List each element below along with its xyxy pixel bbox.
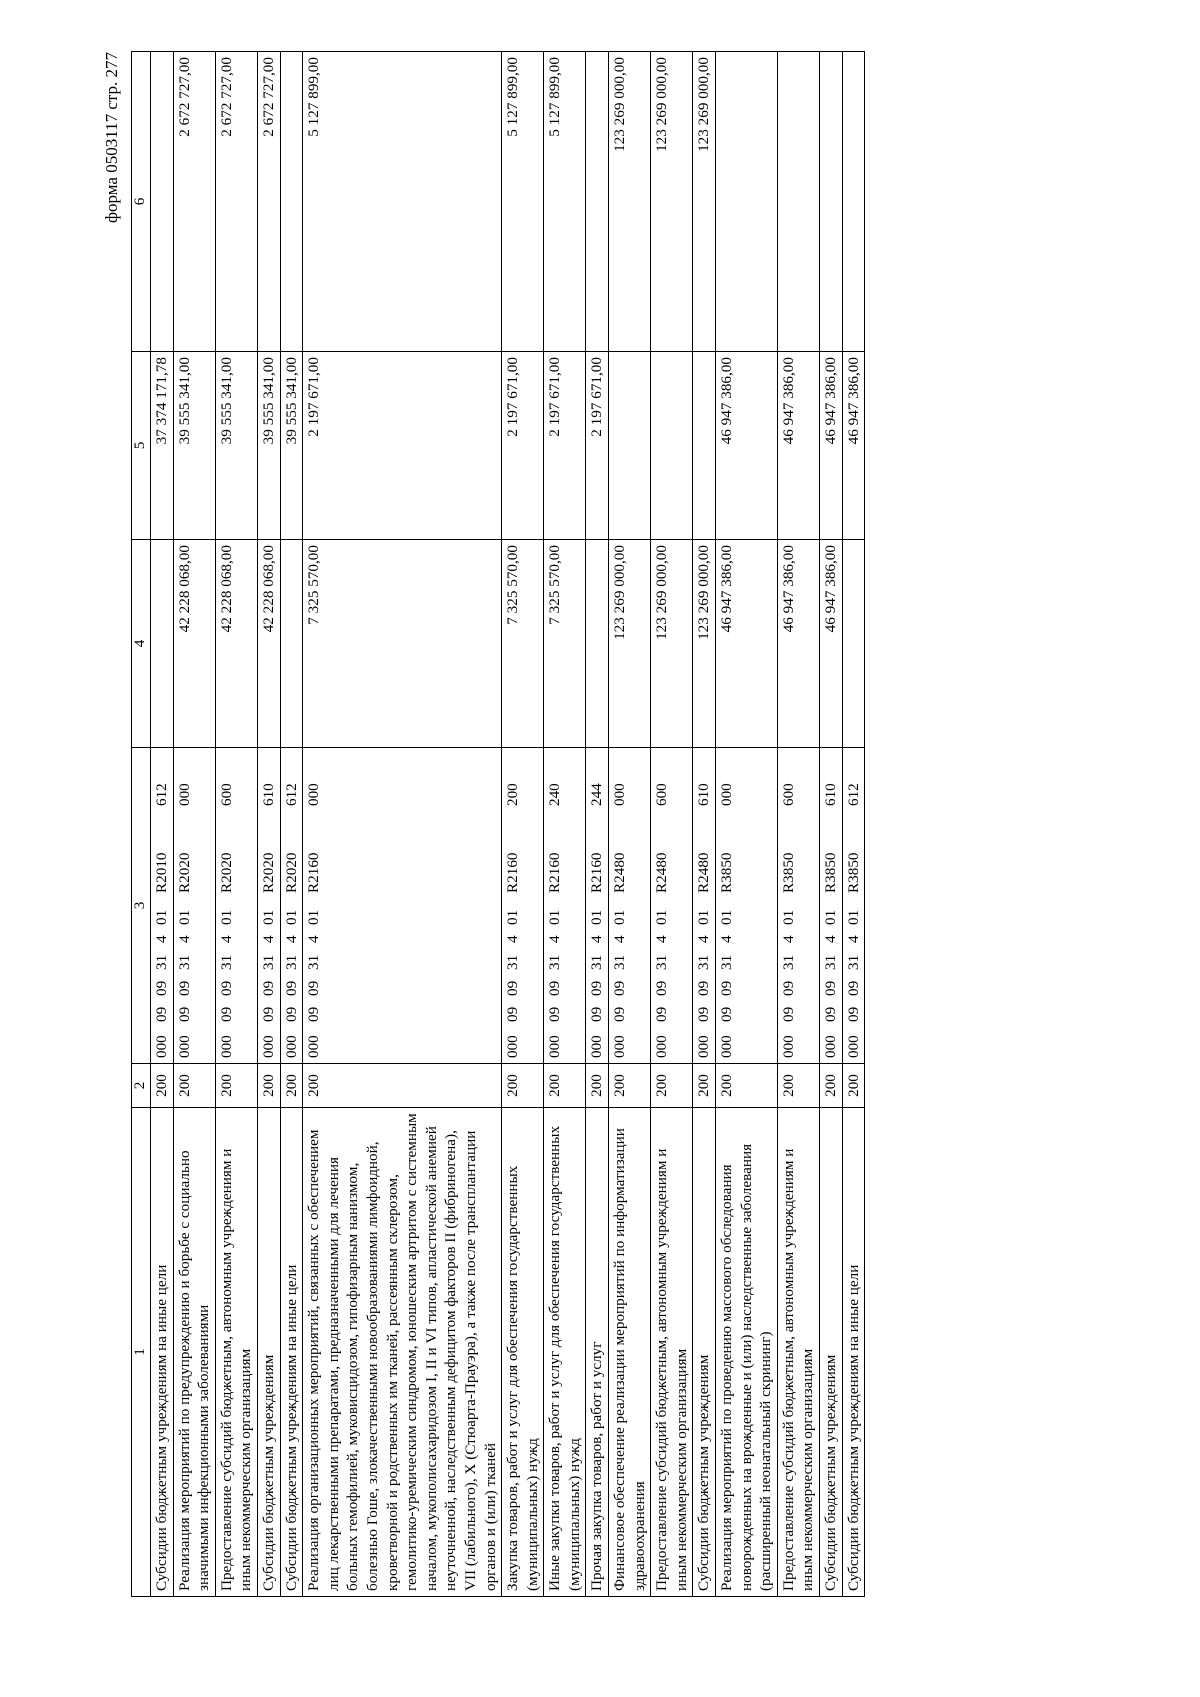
row-unexecuted-amount: 5 127 899,00 bbox=[502, 52, 544, 352]
row-approved-amount: 7 325 570,00 bbox=[502, 540, 544, 748]
budget-code-segment: R2160 bbox=[504, 852, 522, 893]
budget-code-segment: 09 bbox=[779, 1006, 797, 1022]
table-row bbox=[651, 52, 693, 1597]
budget-code-segments bbox=[844, 753, 864, 1058]
budget-code-segment: 01 bbox=[588, 909, 606, 925]
budget-code-segment: 4 bbox=[611, 935, 629, 943]
row-approved-amount: 123 269 000,00 bbox=[609, 540, 651, 748]
table-row bbox=[716, 52, 778, 1597]
table-row bbox=[280, 52, 303, 1597]
budget-code-segment: 01 bbox=[653, 909, 671, 925]
budget-code-segment: 4 bbox=[844, 935, 862, 943]
budget-code-segment: 09 bbox=[305, 980, 323, 996]
row-unexecuted-amount bbox=[586, 52, 609, 352]
budget-code-segments bbox=[652, 753, 672, 1058]
row-name: Предоставление субсидий бюджетным, автономным учреждениям и иным некоммерческим организациям bbox=[777, 1108, 819, 1597]
table-row bbox=[777, 52, 819, 1597]
row-line-code: 200 bbox=[151, 1064, 174, 1108]
budget-code-segment: 612 bbox=[282, 783, 300, 806]
row-unexecuted-amount bbox=[280, 52, 303, 352]
row-line-code: 200 bbox=[215, 1064, 257, 1108]
budget-code-segment: 4 bbox=[695, 935, 713, 943]
budget-code-segment: 09 bbox=[718, 980, 736, 996]
row-name: Прочая закупка товаров, работ и услуг bbox=[586, 1108, 609, 1597]
budget-code-segments bbox=[152, 753, 172, 1058]
budget-code-segment: 01 bbox=[217, 909, 235, 925]
budget-code-segment: 01 bbox=[695, 909, 713, 925]
budget-code-segment: 31 bbox=[546, 954, 564, 970]
budget-code-segment: 600 bbox=[779, 783, 797, 806]
row-unexecuted-amount: 123 269 000,00 bbox=[651, 52, 693, 352]
budget-code-segment: 000 bbox=[822, 1035, 839, 1058]
budget-code-segment: 000 bbox=[504, 1035, 522, 1058]
budget-code-segment: R2160 bbox=[305, 852, 323, 893]
budget-code-segment: 000 bbox=[718, 1035, 736, 1058]
budget-code-segment: 000 bbox=[588, 1035, 606, 1058]
budget-code-segment: 31 bbox=[504, 954, 522, 970]
row-unexecuted-amount: 5 127 899,00 bbox=[303, 52, 502, 352]
row-executed-amount: 39 555 341,00 bbox=[257, 352, 280, 540]
budget-code-segment: 01 bbox=[611, 909, 629, 925]
row-budget-code bbox=[280, 748, 303, 1064]
budget-code-segment: 610 bbox=[695, 783, 713, 806]
budget-code-segments bbox=[779, 753, 799, 1058]
budget-code-segment: 01 bbox=[822, 909, 839, 925]
row-executed-amount: 39 555 341,00 bbox=[280, 352, 303, 540]
budget-code-segment: 31 bbox=[153, 954, 170, 970]
budget-code-segment: 000 bbox=[546, 1035, 564, 1058]
budget-code-segment: 600 bbox=[217, 783, 235, 806]
table-row bbox=[609, 52, 651, 1597]
budget-code-segment: 01 bbox=[153, 909, 170, 925]
table-row bbox=[257, 52, 280, 1597]
budget-code-segment: R3850 bbox=[779, 852, 797, 893]
row-name: Субсидии бюджетным учреждениям bbox=[693, 1108, 716, 1597]
budget-code-segments bbox=[282, 753, 302, 1058]
budget-code-segment: 31 bbox=[844, 954, 862, 970]
row-budget-code bbox=[173, 748, 215, 1064]
row-approved-amount: 42 228 068,00 bbox=[215, 540, 257, 748]
budget-code-segments bbox=[259, 753, 279, 1058]
row-line-code: 200 bbox=[544, 1064, 586, 1108]
budget-code-segment: 000 bbox=[653, 1035, 671, 1058]
budget-code-segment: 200 bbox=[504, 783, 522, 806]
budget-code-segment: 31 bbox=[588, 954, 606, 970]
budget-code-segment: 09 bbox=[504, 980, 522, 996]
budget-code-segment: 09 bbox=[611, 980, 629, 996]
table-body bbox=[151, 52, 865, 1597]
budget-code-segment: R2020 bbox=[217, 852, 235, 893]
row-executed-amount: 2 197 671,00 bbox=[586, 352, 609, 540]
row-name: Предоставление субсидий бюджетным, автономным учреждениям и иным некоммерческим организациям bbox=[651, 1108, 693, 1597]
budget-code-segment: 09 bbox=[259, 980, 277, 996]
budget-code-segment: 4 bbox=[305, 935, 323, 943]
row-name: Субсидии бюджетным учреждениям bbox=[257, 1108, 280, 1597]
table-row bbox=[820, 52, 843, 1597]
budget-code-segment: 000 bbox=[153, 1035, 170, 1058]
budget-code-segment: 01 bbox=[282, 909, 300, 925]
budget-code-segments bbox=[304, 753, 324, 1058]
budget-code-segment: 240 bbox=[546, 783, 564, 806]
budget-code-segments bbox=[717, 753, 737, 1058]
budget-code-segment: 09 bbox=[822, 1006, 839, 1022]
budget-code-segment: 09 bbox=[175, 980, 193, 996]
budget-code-segments bbox=[587, 753, 607, 1058]
budget-code-segment: 000 bbox=[217, 1035, 235, 1058]
row-unexecuted-amount: 2 672 727,00 bbox=[173, 52, 215, 352]
table-row bbox=[586, 52, 609, 1597]
row-name: Субсидии бюджетным учреждениям на иные цели bbox=[151, 1108, 174, 1597]
row-unexecuted-amount: 123 269 000,00 bbox=[609, 52, 651, 352]
row-line-code: 200 bbox=[303, 1064, 502, 1108]
budget-code-segments bbox=[217, 753, 237, 1058]
row-budget-code bbox=[651, 748, 693, 1064]
row-line-code: 200 bbox=[609, 1064, 651, 1108]
table-row bbox=[173, 52, 215, 1597]
row-line-code: 200 bbox=[777, 1064, 819, 1108]
budget-code-segments bbox=[175, 753, 195, 1058]
row-approved-amount: 123 269 000,00 bbox=[693, 540, 716, 748]
row-name: Иные закупки товаров, работ и услуг для обеспечения государственных (муниципальных) нужд bbox=[544, 1108, 586, 1597]
row-unexecuted-amount: 5 127 899,00 bbox=[544, 52, 586, 352]
budget-code-segment: 09 bbox=[653, 1006, 671, 1022]
budget-code-segment: 01 bbox=[844, 909, 862, 925]
budget-code-segment: 31 bbox=[217, 954, 235, 970]
budget-code-segment: 000 bbox=[844, 1035, 862, 1058]
row-executed-amount: 46 947 386,00 bbox=[842, 352, 865, 540]
row-executed-amount bbox=[651, 352, 693, 540]
budget-code-segment: 000 bbox=[305, 783, 323, 806]
budget-code-segments bbox=[610, 753, 630, 1058]
row-line-code: 200 bbox=[586, 1064, 609, 1108]
budget-code-segment: 01 bbox=[259, 909, 277, 925]
column-header: 6 bbox=[132, 52, 151, 352]
row-approved-amount: 46 947 386,00 bbox=[820, 540, 843, 748]
row-line-code: 200 bbox=[716, 1064, 778, 1108]
budget-code-segment: 4 bbox=[504, 935, 522, 943]
row-budget-code bbox=[693, 748, 716, 1064]
row-budget-code bbox=[842, 748, 865, 1064]
budget-code-segment: 4 bbox=[653, 935, 671, 943]
row-line-code: 200 bbox=[693, 1064, 716, 1108]
row-executed-amount: 2 197 671,00 bbox=[502, 352, 544, 540]
budget-code-segment: 09 bbox=[695, 980, 713, 996]
budget-code-segment: R2020 bbox=[259, 852, 277, 893]
budget-code-segment: 09 bbox=[588, 980, 606, 996]
row-name: Реализация мероприятий по предупреждению и борьбе с социально значимыми инфекционными заболеваниями bbox=[173, 1108, 215, 1597]
budget-code-segment: 09 bbox=[282, 1006, 300, 1022]
row-approved-amount: 7 325 570,00 bbox=[303, 540, 502, 748]
budget-code-segment: 000 bbox=[695, 1035, 713, 1058]
row-executed-amount: 37 374 171,78 bbox=[151, 352, 174, 540]
form-header: форма 0503117 стр. 277 bbox=[102, 52, 121, 223]
budget-code-segment: 610 bbox=[822, 783, 839, 806]
budget-code-segment: 31 bbox=[822, 954, 839, 970]
budget-code-segment: 000 bbox=[259, 1035, 277, 1058]
row-unexecuted-amount bbox=[842, 52, 865, 352]
budget-code-segment: R2160 bbox=[588, 852, 606, 893]
budget-code-segment: 09 bbox=[217, 980, 235, 996]
budget-code-segment: 09 bbox=[653, 980, 671, 996]
row-line-code: 200 bbox=[280, 1064, 303, 1108]
row-name: Закупка товаров, работ и услуг для обеспечения государственных (муниципальных) нужд bbox=[502, 1108, 544, 1597]
budget-code-segment: 000 bbox=[779, 1035, 797, 1058]
budget-code-segment: 31 bbox=[718, 954, 736, 970]
row-budget-code bbox=[215, 748, 257, 1064]
row-line-code: 200 bbox=[842, 1064, 865, 1108]
budget-code-segment: 244 bbox=[588, 783, 606, 806]
budget-code-segment: 09 bbox=[217, 1006, 235, 1022]
row-budget-code bbox=[716, 748, 778, 1064]
budget-code-segment: 600 bbox=[653, 783, 671, 806]
column-header: 4 bbox=[132, 540, 151, 748]
row-approved-amount: 46 947 386,00 bbox=[777, 540, 819, 748]
row-approved-amount bbox=[280, 540, 303, 748]
row-name: Реализация мероприятий по проведению массового обследования новорожденных на врожденные и (или) наследственные заболевания (расширенный неонатальный скрининг) bbox=[716, 1108, 778, 1597]
row-executed-amount: 39 555 341,00 bbox=[173, 352, 215, 540]
budget-code-segment: 01 bbox=[305, 909, 323, 925]
budget-code-segment: R2480 bbox=[611, 852, 629, 893]
row-unexecuted-amount bbox=[820, 52, 843, 352]
row-executed-amount: 46 947 386,00 bbox=[820, 352, 843, 540]
column-header: 5 bbox=[132, 352, 151, 540]
budget-code-segment: 31 bbox=[175, 954, 193, 970]
budget-code-segment: 09 bbox=[546, 1006, 564, 1022]
row-executed-amount bbox=[693, 352, 716, 540]
row-budget-code bbox=[820, 748, 843, 1064]
budget-code-segment: 4 bbox=[822, 935, 839, 943]
budget-code-segment: R2010 bbox=[153, 852, 170, 893]
table-row bbox=[842, 52, 865, 1597]
row-name: Субсидии бюджетным учреждениям bbox=[820, 1108, 843, 1597]
table-row bbox=[544, 52, 586, 1597]
budget-code-segment: 01 bbox=[546, 909, 564, 925]
row-executed-amount bbox=[609, 352, 651, 540]
budget-code-segment: 31 bbox=[282, 954, 300, 970]
budget-code-segment: 09 bbox=[546, 980, 564, 996]
row-budget-code bbox=[586, 748, 609, 1064]
budget-code-segment: 31 bbox=[779, 954, 797, 970]
row-budget-code bbox=[151, 748, 174, 1064]
column-header: 1 bbox=[132, 1108, 151, 1597]
row-name: Субсидии бюджетным учреждениям на иные цели bbox=[842, 1108, 865, 1597]
budget-code-segment: 09 bbox=[282, 980, 300, 996]
budget-code-segment: R2480 bbox=[653, 852, 671, 893]
row-approved-amount: 7 325 570,00 bbox=[544, 540, 586, 748]
budget-code-segments bbox=[545, 753, 565, 1058]
row-unexecuted-amount: 123 269 000,00 bbox=[693, 52, 716, 352]
row-approved-amount: 42 228 068,00 bbox=[257, 540, 280, 748]
budget-code-segment: 09 bbox=[718, 1006, 736, 1022]
budget-code-segment: 09 bbox=[844, 1006, 862, 1022]
row-executed-amount: 2 197 671,00 bbox=[544, 352, 586, 540]
row-approved-amount: 46 947 386,00 bbox=[716, 540, 778, 748]
budget-code-segment: R2160 bbox=[546, 852, 564, 893]
budget-code-segment: 09 bbox=[822, 980, 839, 996]
row-budget-code bbox=[257, 748, 280, 1064]
budget-code-segments bbox=[503, 753, 523, 1058]
row-budget-code bbox=[544, 748, 586, 1064]
budget-code-segment: 01 bbox=[718, 909, 736, 925]
budget-code-segment: 09 bbox=[504, 1006, 522, 1022]
budget-code-segment: 4 bbox=[546, 935, 564, 943]
budget-code-segment: 31 bbox=[259, 954, 277, 970]
row-approved-amount: 42 228 068,00 bbox=[173, 540, 215, 748]
row-budget-code bbox=[777, 748, 819, 1064]
row-executed-amount: 39 555 341,00 bbox=[215, 352, 257, 540]
row-executed-amount: 46 947 386,00 bbox=[716, 352, 778, 540]
table-row bbox=[303, 52, 502, 1597]
row-executed-amount: 46 947 386,00 bbox=[777, 352, 819, 540]
row-approved-amount bbox=[586, 540, 609, 748]
table-row bbox=[215, 52, 257, 1597]
budget-code-segment: R2020 bbox=[282, 852, 300, 893]
column-header: 3 bbox=[132, 748, 151, 1064]
budget-code-segment: R3850 bbox=[844, 852, 862, 893]
budget-code-segment: 01 bbox=[779, 909, 797, 925]
budget-code-segment: 09 bbox=[153, 980, 170, 996]
budget-code-segment: 000 bbox=[611, 783, 629, 806]
budget-code-segment: 31 bbox=[305, 954, 323, 970]
budget-code-segment: 4 bbox=[175, 935, 193, 943]
row-budget-code bbox=[502, 748, 544, 1064]
budget-code-segment: R2020 bbox=[175, 852, 193, 893]
row-name: Субсидии бюджетным учреждениям на иные цели bbox=[280, 1108, 303, 1597]
budget-code-segment: 000 bbox=[175, 1035, 193, 1058]
budget-code-segment: 4 bbox=[217, 935, 235, 943]
row-line-code: 200 bbox=[502, 1064, 544, 1108]
budget-code-segment: 000 bbox=[305, 1035, 323, 1058]
budget-code-segment: R3850 bbox=[718, 852, 736, 893]
budget-code-segment: 09 bbox=[695, 1006, 713, 1022]
budget-code-segment: 09 bbox=[844, 980, 862, 996]
row-line-code: 200 bbox=[173, 1064, 215, 1108]
budget-code-segment: 31 bbox=[611, 954, 629, 970]
row-line-code: 200 bbox=[820, 1064, 843, 1108]
budget-code-segment: 31 bbox=[695, 954, 713, 970]
row-unexecuted-amount bbox=[777, 52, 819, 352]
row-executed-amount: 2 197 671,00 bbox=[303, 352, 502, 540]
budget-code-segment: 09 bbox=[305, 1006, 323, 1022]
budget-code-segments bbox=[821, 753, 841, 1058]
budget-code-segment: 610 bbox=[259, 783, 277, 806]
row-unexecuted-amount bbox=[716, 52, 778, 352]
budget-code-segment: 09 bbox=[175, 1006, 193, 1022]
budget-code-segment: 000 bbox=[175, 783, 193, 806]
budget-code-segments bbox=[694, 753, 714, 1058]
budget-code-segment: 612 bbox=[153, 783, 170, 806]
budget-code-segment: 09 bbox=[259, 1006, 277, 1022]
budget-code-segment: 01 bbox=[175, 909, 193, 925]
row-approved-amount bbox=[842, 540, 865, 748]
budget-code-segment: 4 bbox=[153, 935, 170, 943]
budget-code-segment: 09 bbox=[779, 980, 797, 996]
row-line-code: 200 bbox=[257, 1064, 280, 1108]
budget-code-segment: 000 bbox=[718, 783, 736, 806]
budget-code-segment: 4 bbox=[259, 935, 277, 943]
budget-code-segment: 000 bbox=[611, 1035, 629, 1058]
rotated-page bbox=[98, 52, 1084, 1597]
row-unexecuted-amount: 2 672 727,00 bbox=[257, 52, 280, 352]
budget-code-segment: 09 bbox=[588, 1006, 606, 1022]
budget-code-segment: 4 bbox=[779, 935, 797, 943]
table-row bbox=[502, 52, 544, 1597]
row-budget-code bbox=[303, 748, 502, 1064]
budget-code-segment: 000 bbox=[282, 1035, 300, 1058]
budget-code-segment: 4 bbox=[588, 935, 606, 943]
budget-code-segment: 09 bbox=[611, 1006, 629, 1022]
budget-code-segment: R3850 bbox=[822, 852, 839, 893]
budget-code-segment: 01 bbox=[504, 909, 522, 925]
row-name: Реализация организационных мероприятий, связанных с обеспечением лиц лекарственными препаратами, предназначенными для лечения больных гемофилией, муковисцидозом, гипофизарным нанизмом, болезнью Гоше, злокачественными новообразованиями лимфоидной, кроветворной и родственных им тканей, рассеянным склерозом, гемолитико-уремическим синдромом, юношеским артритом с системным началом, мукополисахаридозом I, II и VI типов, апластической анемией неуточненной, наследственным дефицитом факторов II (фибриногена), VII (лабильного), X (Стюарта-Прауэра), а также после трансплантации органов и (или) тканей bbox=[303, 1108, 502, 1597]
budget-code-segment: 4 bbox=[282, 935, 300, 943]
row-approved-amount: 123 269 000,00 bbox=[651, 540, 693, 748]
budget-code-segment: 612 bbox=[844, 783, 862, 806]
row-name: Предоставление субсидий бюджетным, автономным учреждениям и иным некоммерческим организациям bbox=[215, 1108, 257, 1597]
column-number-row bbox=[132, 52, 151, 1597]
column-header: 2 bbox=[132, 1064, 151, 1108]
row-approved-amount bbox=[151, 540, 174, 748]
table-row bbox=[151, 52, 174, 1597]
row-name: Финансовое обеспечение реализации мероприятий по информатизации здравоохранения bbox=[609, 1108, 651, 1597]
row-budget-code bbox=[609, 748, 651, 1064]
budget-code-segment: R2480 bbox=[695, 852, 713, 893]
row-unexecuted-amount bbox=[151, 52, 174, 352]
report-table bbox=[131, 51, 865, 1597]
budget-code-segment: 09 bbox=[153, 1006, 170, 1022]
row-unexecuted-amount: 2 672 727,00 bbox=[215, 52, 257, 352]
row-line-code: 200 bbox=[651, 1064, 693, 1108]
budget-code-segment: 4 bbox=[718, 935, 736, 943]
table-row bbox=[693, 52, 716, 1597]
budget-code-segment: 31 bbox=[653, 954, 671, 970]
